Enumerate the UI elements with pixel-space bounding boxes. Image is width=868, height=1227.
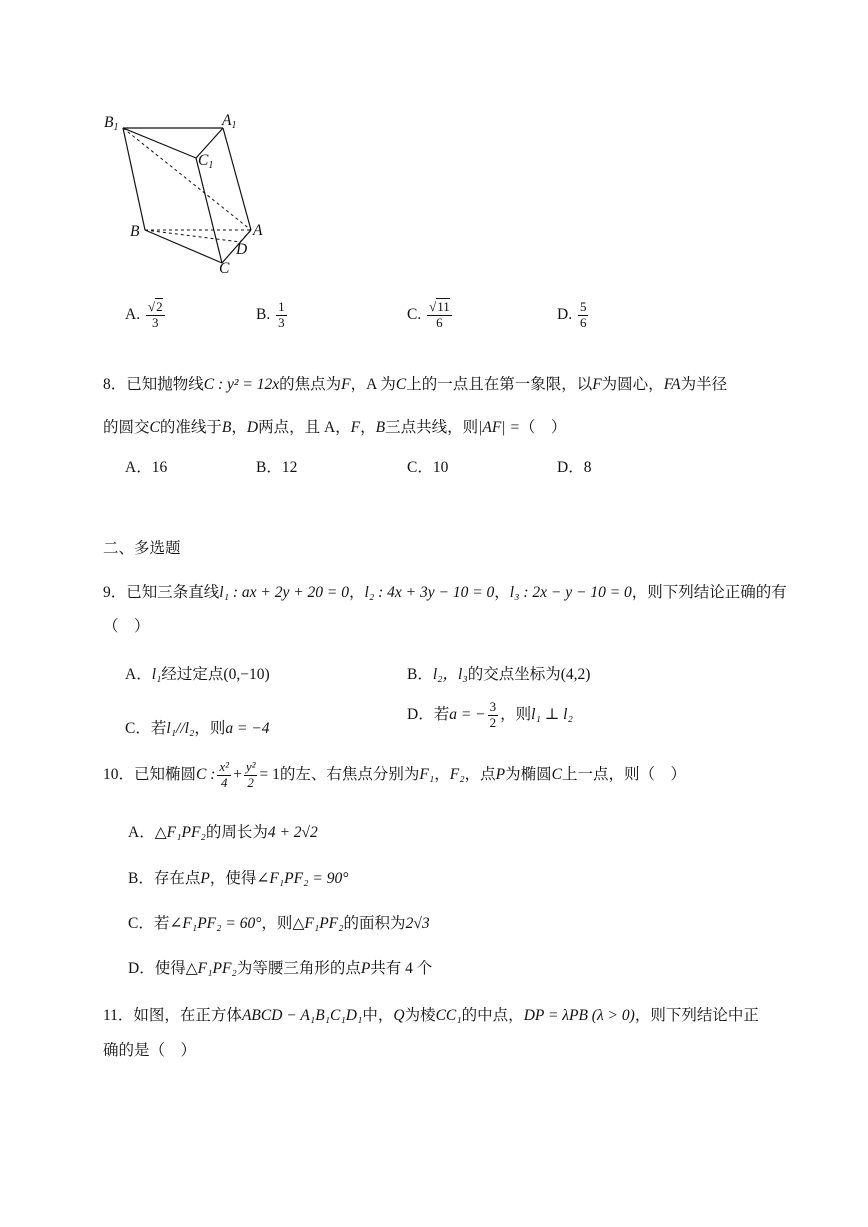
q9-option-b: B．l₂，l₃的交点坐标为(4,2) [407, 666, 591, 683]
q8-option-a: A．16 [125, 459, 168, 476]
q7-option-d: D. $\frac{5}{6}$ [557, 299, 587, 330]
label-A1: $A_1$ [222, 112, 237, 131]
q11-line1: 11．如图，在正方体ABCD − A₁B₁C₁D₁中，Q为棱CC₁的中点，DP = λPB (λ > 0)，则下列结论中正 [103, 1007, 759, 1024]
label-C1: $C_1$ [198, 152, 214, 171]
q8-line2: 的圆交C的准线于B，D两点，且 A，F，B三点共线，则|AF| =（ ） [103, 419, 567, 436]
q9-option-d: D．若a = − $\frac{3}{2}$ ，则l₁ ⊥ l₂ [407, 699, 573, 730]
prism-diagram [98, 108, 278, 283]
q9-option-c: C．若l₁//l₂，则a = −4 [125, 720, 270, 737]
q10-stem: 10．已知椭圆C : $\frac{\text{x²}}{4}$ + $\frac{\text{y²}}{2}$ = 1的左、右焦点分别为F₁，F₂，点P为椭圆C上一点，则（ ） [103, 759, 686, 790]
prism-figure [98, 108, 278, 288]
q8-option-b: B．12 [256, 459, 298, 476]
q8-option-d: D．8 [557, 459, 592, 476]
q7-option-a: A. $\frac{√2}{3}$ [125, 299, 163, 330]
label-D: D [236, 241, 248, 258]
q10-option-c: C．若∠F₁PF₂ = 60°，则△F₁PF₂的面积为2√3 [128, 915, 430, 932]
label-B: B [130, 223, 140, 240]
q10-option-a: A．△F₁PF₂的周长为4 + 2√2 [128, 824, 318, 841]
label-B1: $B_1$ [104, 114, 119, 133]
label-A: A [253, 222, 263, 239]
q9-option-a: A．l₁经过定点(0,−10) [125, 666, 270, 683]
label-C: C [219, 260, 230, 277]
q8-option-c: C．10 [407, 459, 449, 476]
q11-line2: 确的是（ ） [103, 1042, 197, 1059]
q10-option-b: B．存在点P，使得∠F₁PF₂ = 90° [128, 870, 349, 887]
q9-paren: （ ） [103, 618, 150, 635]
q7-option-c: C. $\frac{√11}{6}$ [407, 299, 450, 330]
section-heading: 二、多选题 [103, 540, 181, 557]
q10-option-d: D．使得△F₁PF₂为等腰三角形的点P共有 4 个 [128, 960, 433, 977]
q7-option-b: B. $\frac{1}{3}$ [256, 299, 285, 330]
q9-stem: 9．已知三条直线l₁ : ax + 2y + 20 = 0，l₂ : 4x + 3y − 10 = 0，l₃ : 2x − y − 10 = 0，则下列结论正确的有 [103, 584, 787, 601]
q8-line1: 8．已知抛物线C : y² = 12x的焦点为F，A 为C上的一点且在第一象限，以F为圆心，FA为半径 [103, 376, 728, 393]
